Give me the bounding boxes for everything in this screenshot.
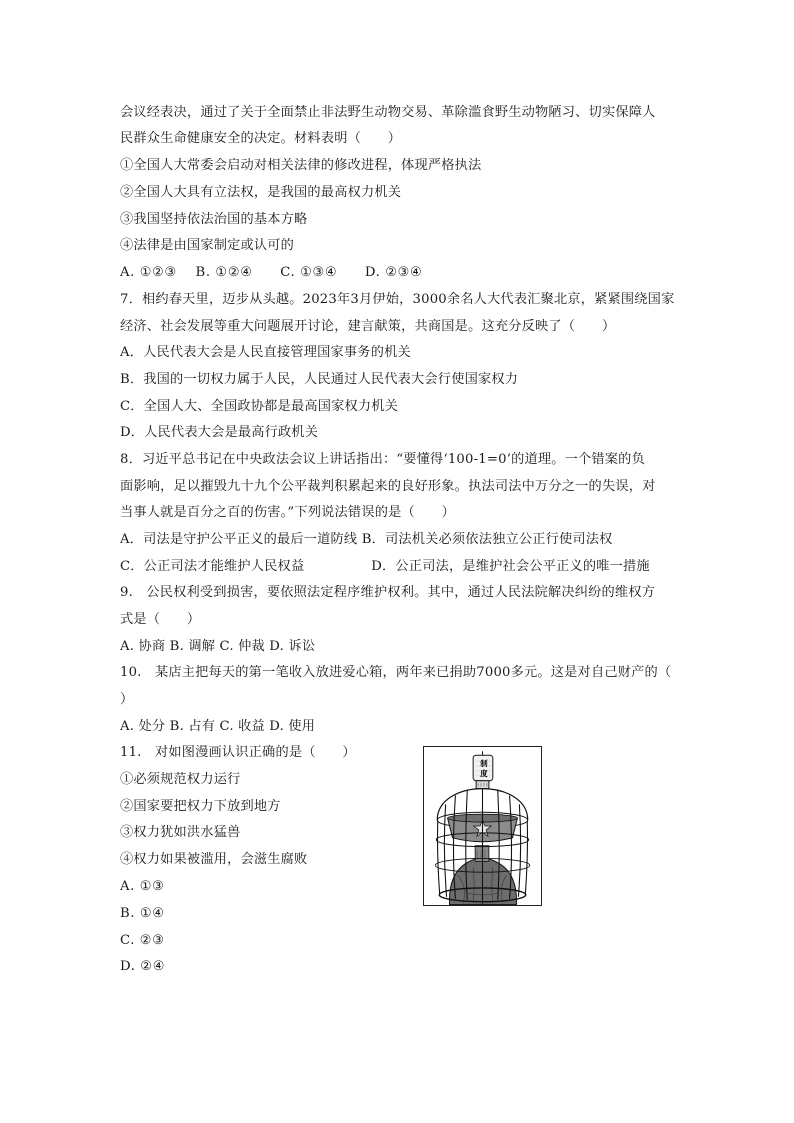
- q6-options: A. ①②③ B. ①②④ C. ①③④ D. ②③④: [120, 265, 423, 280]
- q7-option-b: B．我国的一切权力属于人民，人民通过人民代表大会行使国家权力: [120, 372, 519, 387]
- q7-option-d: D．人民代表大会是最高行政机关: [120, 425, 319, 440]
- q10-stem-line-2: ）: [120, 692, 134, 707]
- q7-option-a: A．人民代表大会是人民直接管理国家事务的机关: [120, 345, 411, 360]
- q11-option-d: D. ②④: [120, 959, 166, 974]
- q11-statement-2: ②国家要把权力下放到地方: [120, 799, 281, 814]
- q11-statement-4: ④权力如果被滥用，会滋生腐败: [120, 852, 308, 867]
- q11-stem: 11. 对如图漫画认识正确的是（ ）: [120, 745, 356, 760]
- q11-option-a: A. ①③: [120, 879, 165, 894]
- q6-statement-1: ①全国人大常委会启动对相关法律的修改进程，体现严格执法: [120, 158, 482, 173]
- power-cage-cartoon: [423, 746, 542, 906]
- tag-char-1: 制: [480, 759, 488, 769]
- q6-statement-2: ②全国人大具有立法权，是我国的最高权力机关: [120, 185, 402, 200]
- tag-char-2: 度: [480, 768, 488, 778]
- q6-stem-line-2: 民群众生命健康安全的决定。材料表明（ ）: [120, 131, 402, 146]
- q6-stem-line-1: 会议经表决，通过了关于全面禁止非法野生动物交易、革除滥食野生动物陋习、切实保障人: [120, 105, 656, 120]
- q9-options: A. 协商 B. 调解 C. 仲裁 D. 诉讼: [120, 639, 316, 654]
- q7-stem-line-2: 经济、社会发展等重大问题展开讨论，建言献策，共商国是。这充分反映了（ ）: [120, 319, 616, 334]
- q10-stem-line-1: 10. 某店主把每天的第一笔收入放进爱心箱，两年来已捐助7000多元。这是对自己财产的（: [120, 665, 672, 680]
- q11-statement-1: ①必须规范权力运行: [120, 772, 241, 787]
- q9-stem-line-2: 式是（ ）: [120, 612, 201, 627]
- q11-statement-3: ③权力犹如洪水猛兽: [120, 825, 241, 840]
- q8-options-ab: A．司法是守护公平正义的最后一道防线 B．司法机关必须依法独立公正行使司法权: [120, 532, 613, 547]
- q8-stem-line-1: 8．习近平总书记在中央政法会议上讲话指出：“要懂得‘100-1=0’的道理。一个错案的负: [120, 452, 645, 467]
- q7-stem-line-1: 7．相约春天里，迈步从头越。2023年3月伊始，3000余名人大代表汇聚北京，紧紧围绕国家: [120, 292, 675, 307]
- q8-stem-line-2: 面影响，足以摧毁九十九个公平裁判积累起来的良好形象。执法司法中万分之一的失误，对: [120, 479, 656, 494]
- q9-stem-line-1: 9. 公民权利受到损害，要依照法定程序维护权利。其中，通过人民法院解决纠纷的维权方: [120, 585, 656, 600]
- q11-option-b: B. ①④: [120, 906, 165, 921]
- q8-stem-line-3: 当事人就是百分之百的伤害。”下列说法错误的是（ ）: [120, 505, 456, 520]
- q6-statement-3: ③我国坚持依法治国的基本方略: [120, 212, 308, 227]
- q11-option-c: C. ②③: [120, 933, 165, 948]
- q7-option-c: C．全国人大、全国政协都是最高国家权力机关: [120, 399, 399, 414]
- q8-options-cd: C．公正司法才能维护人民权益 D．公正司法，是维护社会公平正义的唯一措施: [120, 559, 650, 574]
- q10-options: A. 处分 B. 占有 C. 收益 D. 使用: [120, 719, 316, 734]
- q6-statement-4: ④法律是由国家制定或认可的: [120, 238, 295, 253]
